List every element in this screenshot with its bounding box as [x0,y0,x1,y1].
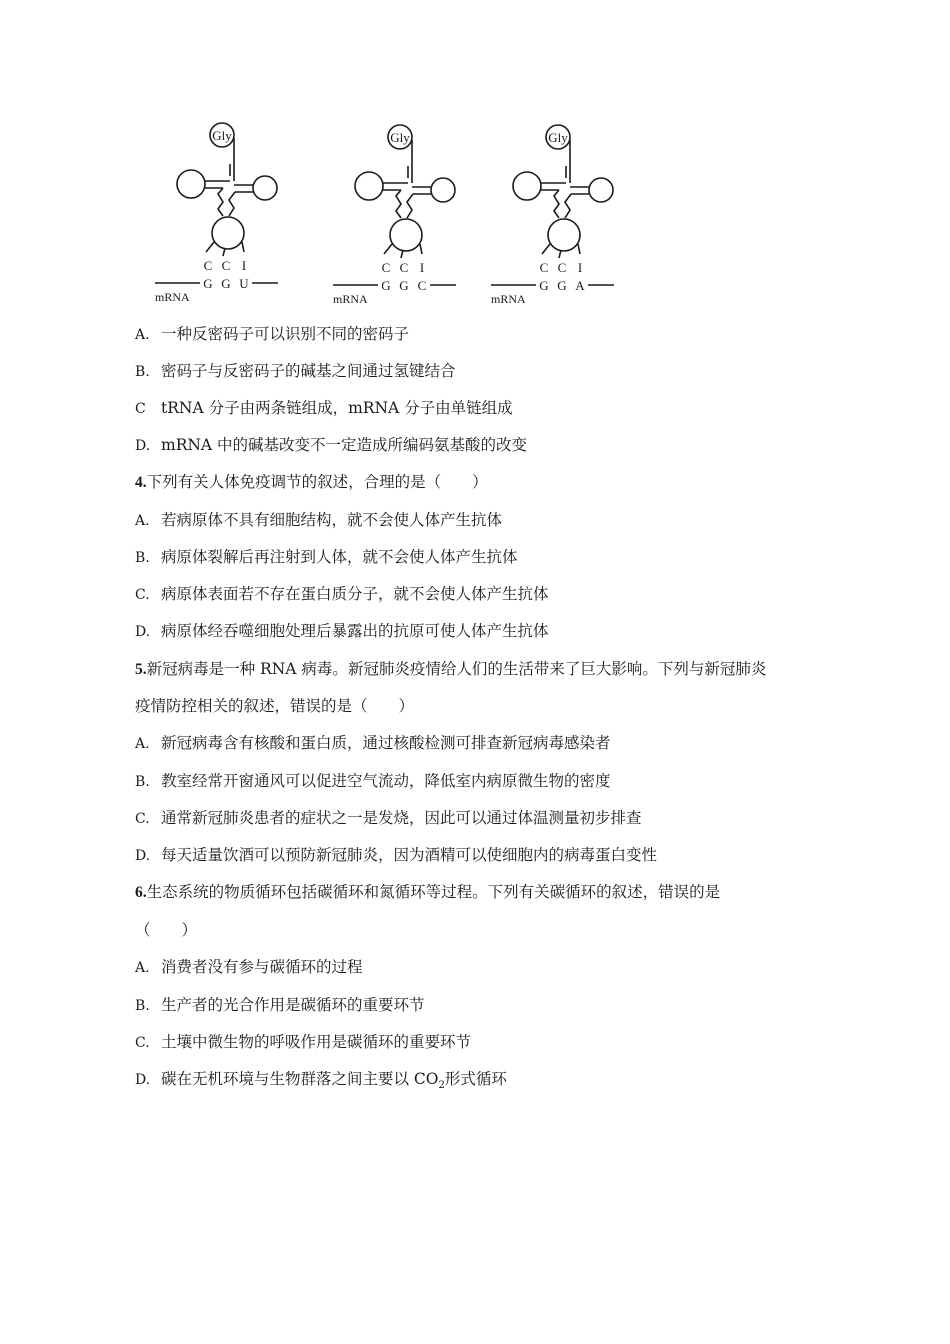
q6-option-c [135,1032,471,1053]
option-text: 通常新冠肺炎患者的症状之一是发烧，因此可以通过体温测量初步排查 [161,809,642,827]
mrna-label: mRNA [155,290,190,304]
q6-option-b [135,995,425,1016]
anticodon-loop [212,217,244,249]
q3-option-a [135,324,409,345]
option-text: 病原体经吞噬细胞处理后暴露出的抗原可使人体产生抗体 [161,622,549,640]
question-number: 6. [135,884,147,901]
q6-option-d [135,1069,507,1090]
codon-base: A [575,278,585,293]
anticodon-stem-line [565,194,571,218]
q3-option-b [135,361,456,382]
option-text: 碳在无机环境与生物群落之间主要以 CO [161,1070,439,1088]
trna-molecule [491,125,614,306]
option-text: 病原体裂解后再注射到人体，就不会使人体产生抗体 [161,548,518,566]
option-text: tRNA 分子由两条链组成，mRNA 分子由单链组成 [161,399,513,417]
base-tick [578,244,580,254]
question-text: 疫情防控相关的叙述，错误的是（ ） [135,697,415,715]
base-tick [242,242,244,252]
amino-acid-label: Gly [548,130,568,145]
anticodon-stem-line [229,192,235,216]
trna-diagram [150,118,620,313]
codon-base: G [399,278,409,293]
q3-option-d [135,435,527,456]
d-loop [513,172,541,200]
q5-stem-line1 [135,659,766,680]
question-text: 新冠病毒是一种 RNA 病毒。新冠肺炎疫情给人们的生活带来了巨大影响。下列与新冠肺炎 [146,660,767,678]
option-text: mRNA 中的碱基改变不一定造成所编码氨基酸的改变 [161,436,528,454]
q4-option-b [135,547,518,568]
q4-stem [135,472,488,493]
anticodon-base: C [203,258,213,273]
option-letter: A. [135,736,150,752]
codon-base: G [557,278,567,293]
trna-figure [150,118,620,313]
mrna-label: mRNA [333,292,368,306]
codon-base: G [381,278,391,293]
option-text: 消费者没有参与碳循环的过程 [161,958,363,976]
option-text: 密码子与反密码子的碱基之间通过氢键结合 [161,362,456,380]
anticodon-base: I [241,258,247,273]
q3-option-c [135,398,513,419]
trna-molecule [333,125,456,306]
question-text: 生态系统的物质循环包括碳循环和氮循环等过程。下列有关碳循环的叙述，错误的是 [146,883,721,901]
anticodon-stem-line [554,190,559,218]
anticodon-stem-line [218,188,223,216]
question-text: 下列有关人体免疫调节的叙述，合理的是（ ） [146,473,488,491]
option-letter: D. [135,624,151,640]
option-letter: A. [135,513,150,529]
amino-acid-label: Gly [212,128,232,143]
q5-option-c [135,808,642,829]
d-loop [355,172,383,200]
t-loop [431,178,455,202]
q5-stem-line2 [135,696,414,716]
base-tick [542,244,550,254]
base-tick [420,244,422,254]
base-tick [401,250,403,258]
base-tick [384,244,392,254]
q6-stem-line1 [135,882,720,903]
q6-option-a [135,957,363,978]
q5-option-d [135,845,657,866]
anticodon-base: C [221,258,231,273]
anticodon-stem-line [396,190,401,218]
anticodon-base: I [577,260,583,275]
option-letter: C [135,401,146,417]
anticodon-base: C [557,260,567,275]
trna-molecule [155,123,278,304]
option-letter: B. [135,550,150,566]
option-letter: D. [135,1072,151,1088]
codon-base: G [203,276,213,291]
option-letter: B. [135,364,150,380]
mrna-label: mRNA [491,292,526,306]
option-letter: B. [135,774,150,790]
q4-option-c [135,584,549,605]
subscript: 2 [438,1080,445,1092]
question-text: （ ） [135,921,198,939]
codon-base: U [239,276,249,291]
option-text: 若病原体不具有细胞结构，就不会使人体产生抗体 [161,511,503,529]
anticodon-base: C [381,260,391,275]
question-number: 4. [135,474,147,491]
q5-option-a [135,733,611,754]
option-text: 一种反密码子可以识别不同的密码子 [161,325,410,343]
question-number: 5. [135,661,147,678]
t-loop [589,178,613,202]
anticodon-stem-line [407,194,413,218]
codon-base: C [417,278,427,293]
codon-base: G [539,278,549,293]
option-letter: C. [135,587,150,603]
anticodon-base: I [419,260,425,275]
option-letter: D. [135,438,151,454]
base-tick [559,250,561,258]
codon-base: G [221,276,231,291]
amino-acid-label: Gly [390,130,410,145]
option-text: 生产者的光合作用是碳循环的重要环节 [161,996,425,1014]
option-letter: D. [135,848,151,864]
q5-option-b [135,771,611,792]
base-tick [206,242,214,252]
anticodon-base: C [399,260,409,275]
t-loop [253,176,277,200]
anticodon-loop [390,219,422,251]
q4-option-a [135,510,502,531]
option-letter: A. [135,960,150,976]
option-text: 病原体表面若不存在蛋白质分子，就不会使人体产生抗体 [161,585,549,603]
option-text: 新冠病毒含有核酸和蛋白质，通过核酸检测可排查新冠病毒感染者 [161,734,611,752]
q4-option-d [135,621,549,642]
option-text: 土壤中微生物的呼吸作用是碳循环的重要环节 [161,1033,472,1051]
option-letter: C. [135,811,150,827]
base-tick [223,248,225,256]
anticodon-base: C [539,260,549,275]
option-letter: C. [135,1035,150,1051]
anticodon-loop [548,219,580,251]
q6-stem-line2 [135,920,197,940]
option-letter: A. [135,327,150,343]
option-text: 每天适量饮酒可以预防新冠肺炎，因为酒精可以使细胞内的病毒蛋白变性 [161,846,658,864]
option-text-after: 形式循环 [444,1070,507,1088]
option-text: 教室经常开窗通风可以促进空气流动，降低室内病原微生物的密度 [161,772,611,790]
option-letter: B. [135,998,150,1014]
d-loop [177,170,205,198]
